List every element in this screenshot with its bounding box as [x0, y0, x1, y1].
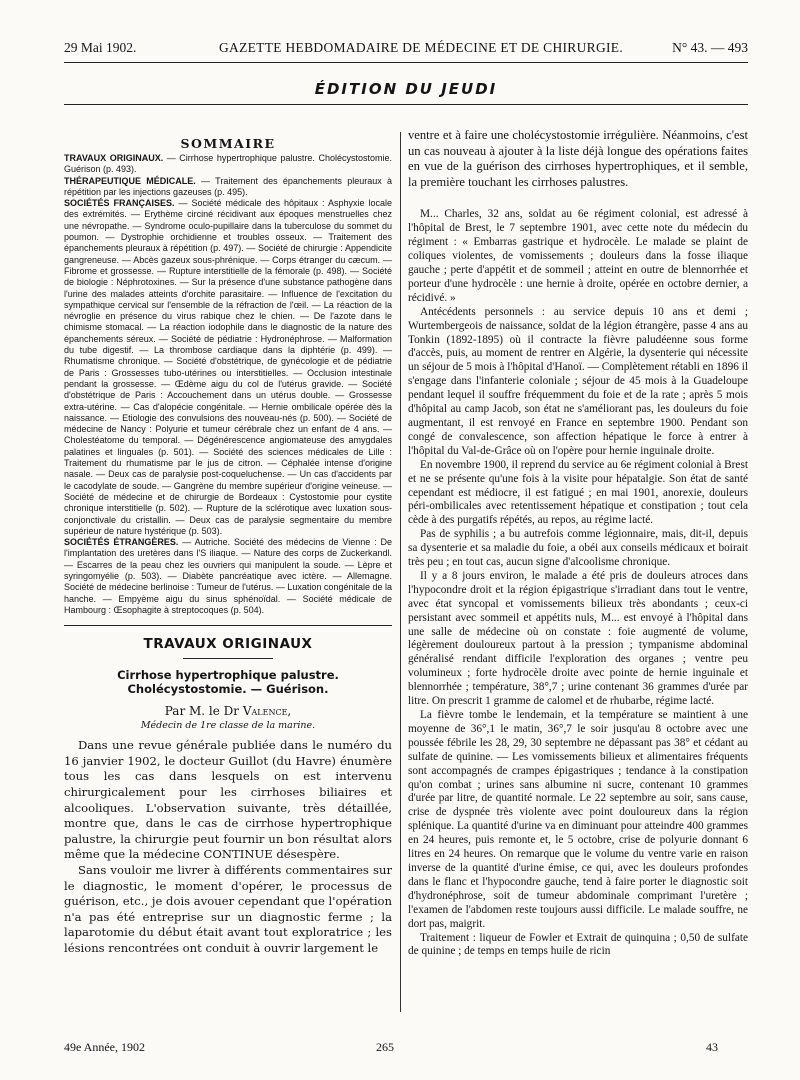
- sommaire-entry-head: TRAVAUX ORIGINAUX.: [64, 153, 164, 163]
- journal-page: [64, 40, 748, 1070]
- footer-folio: 265: [376, 1040, 394, 1054]
- header-date: 29 Mai 1902.: [64, 40, 137, 55]
- sommaire-entry: [64, 537, 392, 616]
- author-name: Valence,: [242, 704, 292, 719]
- section-title: TRAVAUX ORIGINAUX: [143, 636, 313, 653]
- header-rule: [64, 62, 748, 63]
- sommaire-entry-text: — Traitement des épanchements pleuraux à répétition par les injections gazeuses (p. 495).: [64, 175, 392, 197]
- footer-issue: 43: [706, 1040, 718, 1054]
- sommaire-entry-text: — Société médicale des hôpitaux : Asphyxie locale des extrémités. — Erythème circiné récidivant aux époques menstruelles chez une névropathe. — Syndrome oculo-pupillaire dans la tuberculose du sommet du poumon. — Dystrophie orchidienne et troubles osseux. — Traitement des épanchements pleuraux à répétition (p. 497). — Société de chirurgie : Appendicite gangreneuse. — Abcès gazeux sous-phrénique. — Corps étranger du cæcum. — Fibrome et grossesse. — Rupture interstitielle de la fémorale (p. 498). — Société de biologie : Néphrotoxines. — Sur la présence d'une substance pathogène dans l'urine des malades atteints d'orchite parasitaire. — Influence de l'excitation du sympathique cervical sur l'ensemble de la réfraction de l'œil. — La réaction de la névroglie en présence du virus rabique chez le chien. — De l'azote dans le chimisme stomacal. — La réaction iodophile dans le diagnostic de la nature des épanchements séreux. — Société de pédiatrie : Hydronéphrose. — Malformation du tube digestif. — La thrombose cardiaque dans la diphtérie (p. 499). — Rhumatisme chronique. — Société d'obstétrique, de gynécologie et de pédiatrie de Paris : Grossesses tubo-utérines ou interstitielles. — Occlusion intestinale pendant la grossesse. — Œdème aigu du col de l'utérus gravide. — Société d'obstétrique de Paris : Accouchement dans un utérus double. — Grossesse extra-utérine. — Cas d'alopécie congénitale. — Hernie ombilicale opérée dès la naissance. — Etiologie des convulsions des nouveau-nés (p. 500). — Société de médecine de Nancy : Polyurie et tumeur cérébrale chez un enfant de 4 ans. — Cholestéatome du temporal. — Dégénérescence angiomateuse des amygdales palatines et linguales (p. 501). — Société des sciences médicales de Lille : Traitement du rhumatisme par le jus de citron. — Céphalée intense d'origine nasale. — Deux cas de paralysie post-coqueluchense. — Un cas d'accidents par le cacodylate de soude. — Gangrène du membre supérieur d'origine veineuse. — Société de médecine et de chirurgie de Bordeaux : Cystostomie pour cystite chronique interstitielle (p. 502). — Rupture de la sclérotique avec luxation sous-conjonctivale du cristallin. — Deux cas de paralysie segmentaire du membre supérieur de nature hystérique (p. 503).: [64, 198, 392, 536]
- body-paragraph: Dans une revue générale publiée dans le numéro du 16 janvier 1902, le docteur Guillot (du Havre) énumère tous les cas dans lesquels on est intervenu chirurgicalement pour les cirrhoses biliaires et alcooliques. L'observation suivante, très détaillée, montre que, dans le cas de cirrhose hypertrophique palustre, la chirurgie peut fournir un bon résultat alors même que la médecine CONTINUE désespère.: [64, 738, 392, 862]
- sommaire-entry-head: THÉRAPEUTIQUE MÉDICALE.: [64, 175, 196, 186]
- article-title-line-2: Cholécystostomie. — Guérison.: [127, 682, 329, 697]
- header-page-number: N° 43. — 493: [672, 40, 748, 55]
- sommaire-title: SOMMAIRE: [180, 136, 276, 151]
- case-paragraph: Il y a 8 jours environ, le malade a été pris de douleurs atroces dans l'hypocondre droit et la région épigastrique s'irradiant dans tout le ventre, avec état syncopal et vomissements bilieux très abondants ; ceux-ci persistant avec sommeil et appétits nuls, M... est envoyé à l'hôpital dans une salle de médecine où on constate : foie augmenté de volume, légèrement douloureux partout à la pression ; tympanisme abdominal généralisé rendant difficile l'exploration des organes ; ventre peu volumineux ; forte hydrocèle droite avec pointe de hernie inguinale et blennorrhée ; température, 38°,7 ; urine contenant 36 grammes d'urée par litre. On prescrit 1 gramme de calomel et de rhubarbe, régime lacté.: [408, 569, 748, 708]
- right-column: [408, 128, 748, 1016]
- header-journal-title: GAZETTE HEBDOMADAIRE DE MÉDECINE ET DE CHIRURGIE.: [218, 40, 624, 55]
- author-prefix: Par M. le Dr: [164, 704, 243, 719]
- body-paragraph: Sans vouloir me livrer à différents commentaires sur le diagnostic, le moment d'opérer, le processus de guérison, etc., je dois avouer cependant que l'opération n'a pas été entreprise sur un diagnostic ferme ; la laparotomie du début était avant tout exploratrice ; les lésions rencontrées ont conduit à ouvrir largement le: [64, 862, 392, 955]
- edition-rule: [64, 104, 748, 105]
- edition-title: ÉDITION DU JEUDI: [314, 80, 498, 98]
- article-body-start: [64, 738, 392, 956]
- footer-volume: 49e Année, 1902: [64, 1040, 145, 1054]
- sommaire-entry-head: SOCIÉTÉS ÉTRANGÈRES.: [64, 537, 179, 548]
- article-body-continued: [408, 128, 748, 959]
- article-author: [64, 704, 392, 718]
- running-header: [64, 40, 748, 62]
- page-footer: [64, 1040, 748, 1056]
- column-divider: [400, 132, 401, 1012]
- case-paragraph: La fièvre tombe le lendemain, et la température se maintient à une moyenne de 36°,1 le matin, 36°,7 le soir jusqu'au 8 octobre avec une poussée fébrile les 28, 29, 30 septembre ne dépassant pas 38° et cédant au sulfate de quinine. — Les vomissements bilieux et alimentaires fréquents sont accompagnés de crampes épigastriques ; tendance à la constipation qu'on combat ; urines sans albumine ni sucre, contenant 10 grammes d'urée par litre, de quantité normale. Le 22 septembre au soir, sans cause, crise de dyspnée très violente avec point douloureux dans la région splénique. La quantité d'urine va en diminuant pour atteindre 400 grammes en 24 heures, puis remonte et, le 5 octobre, crise de polyurie donnant 6 litres en 24 heures. On remarque que le volume du ventre varie en raison inverse de la quantité d'urine émise, ce qui, avec les douleurs profondes dans le flanc et l'hypocondre gauche, tend à faire porter le diagnostic soit d'hydronéphrose, soit de tumeur abdominale comprimant l'uretère ; l'examen de l'abdomen reste toujours aussi difficile. Le malade souffre, ne dort pas, maigrit.: [408, 709, 748, 930]
- sommaire-list: [64, 153, 392, 616]
- title-underline: [183, 658, 273, 659]
- paragraph-gap: [408, 190, 748, 208]
- case-paragraph: Traitement : liqueur de Fowler et Extrait de quinquina ; 0,50 de sulfate de quinine ; de temps en temps huile de ricin: [408, 931, 748, 958]
- continued-paragraph: ventre et à faire une cholécystostomie irrégulière. Néanmoins, c'est un cas nouveau à ajouter à la liste déjà longue des opérations faites en vue de la guérison des cirrhoses hypertrophiques, et il semble, la première touchant les cirrhoses palustres.: [408, 128, 748, 189]
- author-affiliation: Médecin de 1re classe de la marine.: [140, 720, 316, 732]
- case-paragraph: M... Charles, 32 ans, soldat au 6e régiment colonial, est adressé à l'hôpital de Brest, le 7 septembre 1901, avec cette note du médecin du régiment : « Embarras gastrique et hydrocèle. Le malade se plaint de coliques violentes, de vomissements ; douleurs dans la fosse iliaque gauche ; perte d'appétit et de sommeil ; atteint en outre de blennorrhée et porteur d'une hydrocèle : une hernie à droite, opérée en octobre dernier, a récidivé. »: [408, 208, 748, 304]
- case-paragraph: En novembre 1900, il reprend du service au 6e régiment colonial à Brest et ne se présente qu'une fois à la visite pour hépatalgie. Son état de santé cependant est médiocre, il est fatigué ; en mai 1901, anorexie, douleurs péri-ombilicales avec retentissement hépatique et constipation ; tout cela cède à des purgatifs répétés, au repos, au régime lacté.: [408, 458, 748, 527]
- sommaire-entry: [64, 176, 392, 199]
- left-column: [64, 136, 392, 1016]
- sommaire-entry-text: — Autriche. Société des médecins de Vienne : De l'implantation des uretères dans l'S iliaque. — Nature des corps de Zuckerkandl. — Escarres de la peau chez les ouvriers qui manipulent la soude. — Lèpre et syringomyélie (p. 503). — Diabète pancréatique avec ictère. — Allemagne. Société de médecine berlinoise : Tumeur de l'utérus. — Luxation congénitale de la hanche. — Empyème aigu du sinus sphénoïdal. — Société médicale de Hambourg : Œsophagite à streptocoques (p. 504).: [64, 537, 392, 615]
- article-title-line-1: Cirrhose hypertrophique palustre.: [117, 668, 339, 683]
- case-paragraph: Antécédents personnels : au service depuis 10 ans et demi ; Wurtembergeois de naissance, soldat de la légion étrangère, passe 4 ans au Tonkin (1892-1895) où il contracte la fièvre paludéenne sous forme d'accès, puis, au moment de rentrer en Algérie, la dysenterie qui nécessite un séjour de 5 mois à l'hôpital d'Hanoï. — Complètement rétabli en 1896 il s'engage dans l'infanterie coloniale ; séjour de 45 mois à la Guadeloupe pendant lequel il souffre fréquemment du foie et de la rate ; après 5 mois d'hôpital au camp Jacob, son état ne s'améliorant pas, les douleurs du foie augmentant, il est renvoyé en France en septembre 1900. Pendant son congé de convalescence, son affection hépatique le force à entrer à l'hôpital du Val-de-Grâce où on l'opère pour hernie inguinale droite.: [408, 305, 748, 457]
- sommaire-entry: [64, 198, 392, 537]
- section-separator: [64, 625, 392, 626]
- article-title: [64, 668, 392, 696]
- case-paragraph: Pas de syphilis ; a bu autrefois comme légionnaire, mais, dit-il, depuis sa dysenterie et sa maladie du foie, a obéi aux conseils médicaux et boirait très peu ; en tout cas, aucun signe d'alcoolisme chronique.: [408, 528, 748, 569]
- sommaire-entry-text: — Cirrhose hypertrophique palustre. Cholécystostomie. Guérison (p. 493).: [64, 153, 392, 175]
- sommaire-entry: [64, 153, 392, 176]
- sommaire-entry-head: SOCIÉTÉS FRANÇAISES.: [64, 198, 175, 209]
